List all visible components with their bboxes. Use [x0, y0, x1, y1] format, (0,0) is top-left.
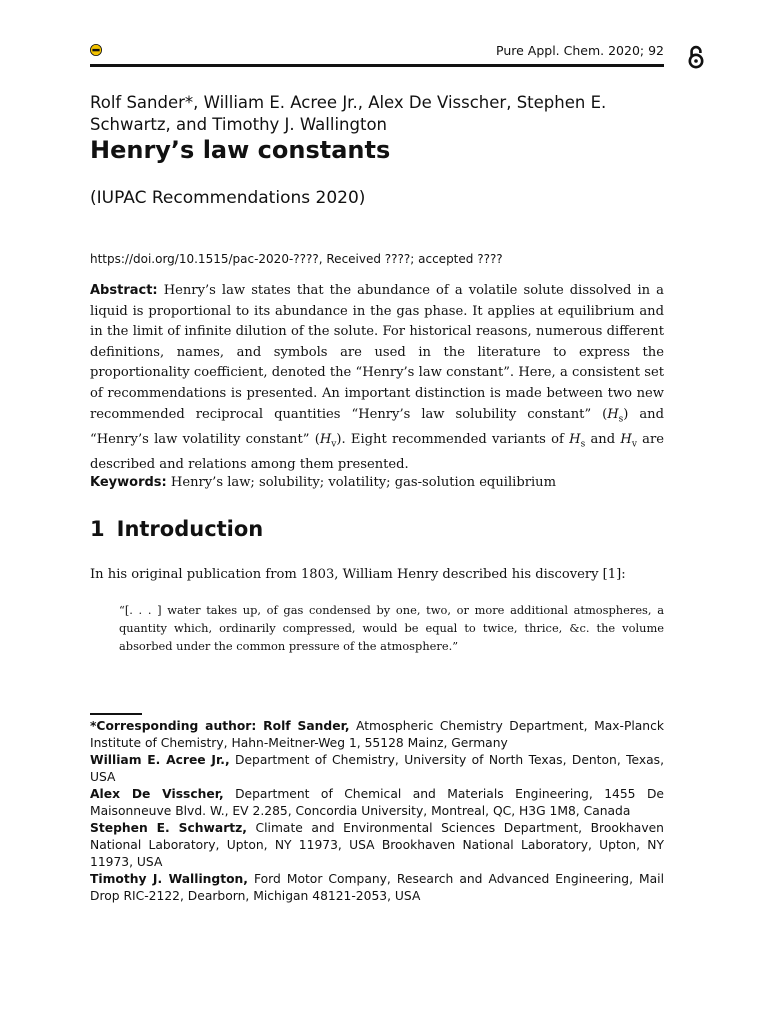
author-affiliations [90, 718, 664, 905]
symbol-h: H [569, 431, 581, 447]
affiliation-text: Ford Motor Company, Research and Advanced Engineering, Mail Drop RIC-2122, Dearborn, Michigan 48121-2053, USA [90, 872, 664, 903]
affiliation-text: Department of Chemistry, University of North Texas, Denton, Texas, USA [90, 753, 665, 784]
affiliation-item [90, 820, 664, 871]
keywords [90, 475, 664, 490]
keywords-label: Keywords: [90, 475, 167, 490]
affiliation-item [90, 752, 664, 786]
symbol-h: H [607, 406, 619, 422]
affiliation-author: Timothy J. Wallington, [90, 872, 248, 886]
header-rule [90, 64, 664, 67]
doi-line[interactable]: https://doi.org/10.1515/pac-2020-????, Received ????; accepted ???? [90, 252, 503, 266]
abstract-text: and [585, 431, 621, 447]
affiliation-author: Alex De Visscher, [90, 787, 224, 801]
abstract-text: are described and relations among them presented. [90, 431, 664, 472]
affiliation-author: William E. Acree Jr., [90, 753, 230, 767]
subscript-v: v [331, 439, 337, 450]
intro-paragraph: In his original publication from 1803, William Henry described his discovery [1]: [90, 567, 626, 582]
affiliation-text: Department of Chemical and Materials Engineering, 1455 De Maisonneuve Blvd. W., EV 2.285, Concordia University, Montreal, QC, H3G 1M8, Canada [90, 787, 664, 818]
section-number: 1 [90, 517, 105, 541]
abstract-text: ). Eight recommended variants of [336, 431, 570, 447]
affiliation-item [90, 786, 664, 820]
subscript-v: v [631, 439, 637, 450]
abstract-text: Henry’s law states that the abundance of a volatile solute dissolved in a liquid is proportional to its abundance in the gas phase. It applies at equilibrium and in the limit of infinite dilution of the solute. For historical reasons, numerous different definitions, names, and symbols are used in the literature to express the proportionality coefficient, denoted the “Henry’s law constant”. Here, a consistent set of recommendations is presented. An important distinction is made between two new recommended reciprocal quantities “Henry’s law solubility constant” ( [90, 283, 664, 422]
affiliation-text: Climate and Environmental Sciences Department, Brookhaven National Laboratory, Upton, NY 11973, USA Brookhaven National Laboratory, Upton, NY 11973, USA [90, 821, 664, 869]
symbol-h: H [620, 431, 632, 447]
article-title: Henry’s law constants [90, 136, 391, 164]
subscript-s: s [580, 439, 586, 450]
abstract-label: Abstract: [90, 283, 158, 298]
open-access-icon [686, 44, 706, 70]
article-subtitle: (IUPAC Recommendations 2020) [90, 188, 366, 208]
footnote-rule [90, 713, 142, 715]
running-header [90, 40, 664, 68]
keywords-text: Henry’s law; solubility; volatility; gas-solution equilibrium [166, 475, 556, 490]
affiliation-author: *Corresponding author: Rolf Sander, [90, 719, 350, 733]
journal-citation: Pure Appl. Chem. 2020; 92 [496, 43, 664, 58]
affiliation-item [90, 871, 664, 905]
subscript-s: s [618, 414, 624, 425]
lock-icon [90, 44, 102, 56]
affiliation-text: Atmospheric Chemistry Department, Max-Planck Institute of Chemistry, Hahn-Meitner-Weg 1, 55128 Mainz, Germany [90, 719, 664, 750]
symbol-h: H [319, 431, 332, 447]
henry-quote: “[. . . ] water takes up, of gas condensed by one, two, or more additional atmospheres, a quantity which, ordinarily compressed, would be equal to twice, thrice, &c. the volume absorbed under the common pressure of the atmosphere.” [119, 603, 664, 653]
author-list: Rolf Sander*, William E. Acree Jr., Alex De Visscher, Stephen E. Schwartz, and Timothy J. Wallington [90, 93, 607, 134]
affiliation-item [90, 718, 664, 752]
abstract [90, 281, 664, 476]
section-heading [90, 517, 263, 541]
affiliation-author: Stephen E. Schwartz, [90, 821, 247, 835]
abstract-text: ) and “Henry’s law volatility constant” ( [90, 406, 664, 447]
section-title: Introduction [116, 517, 264, 541]
